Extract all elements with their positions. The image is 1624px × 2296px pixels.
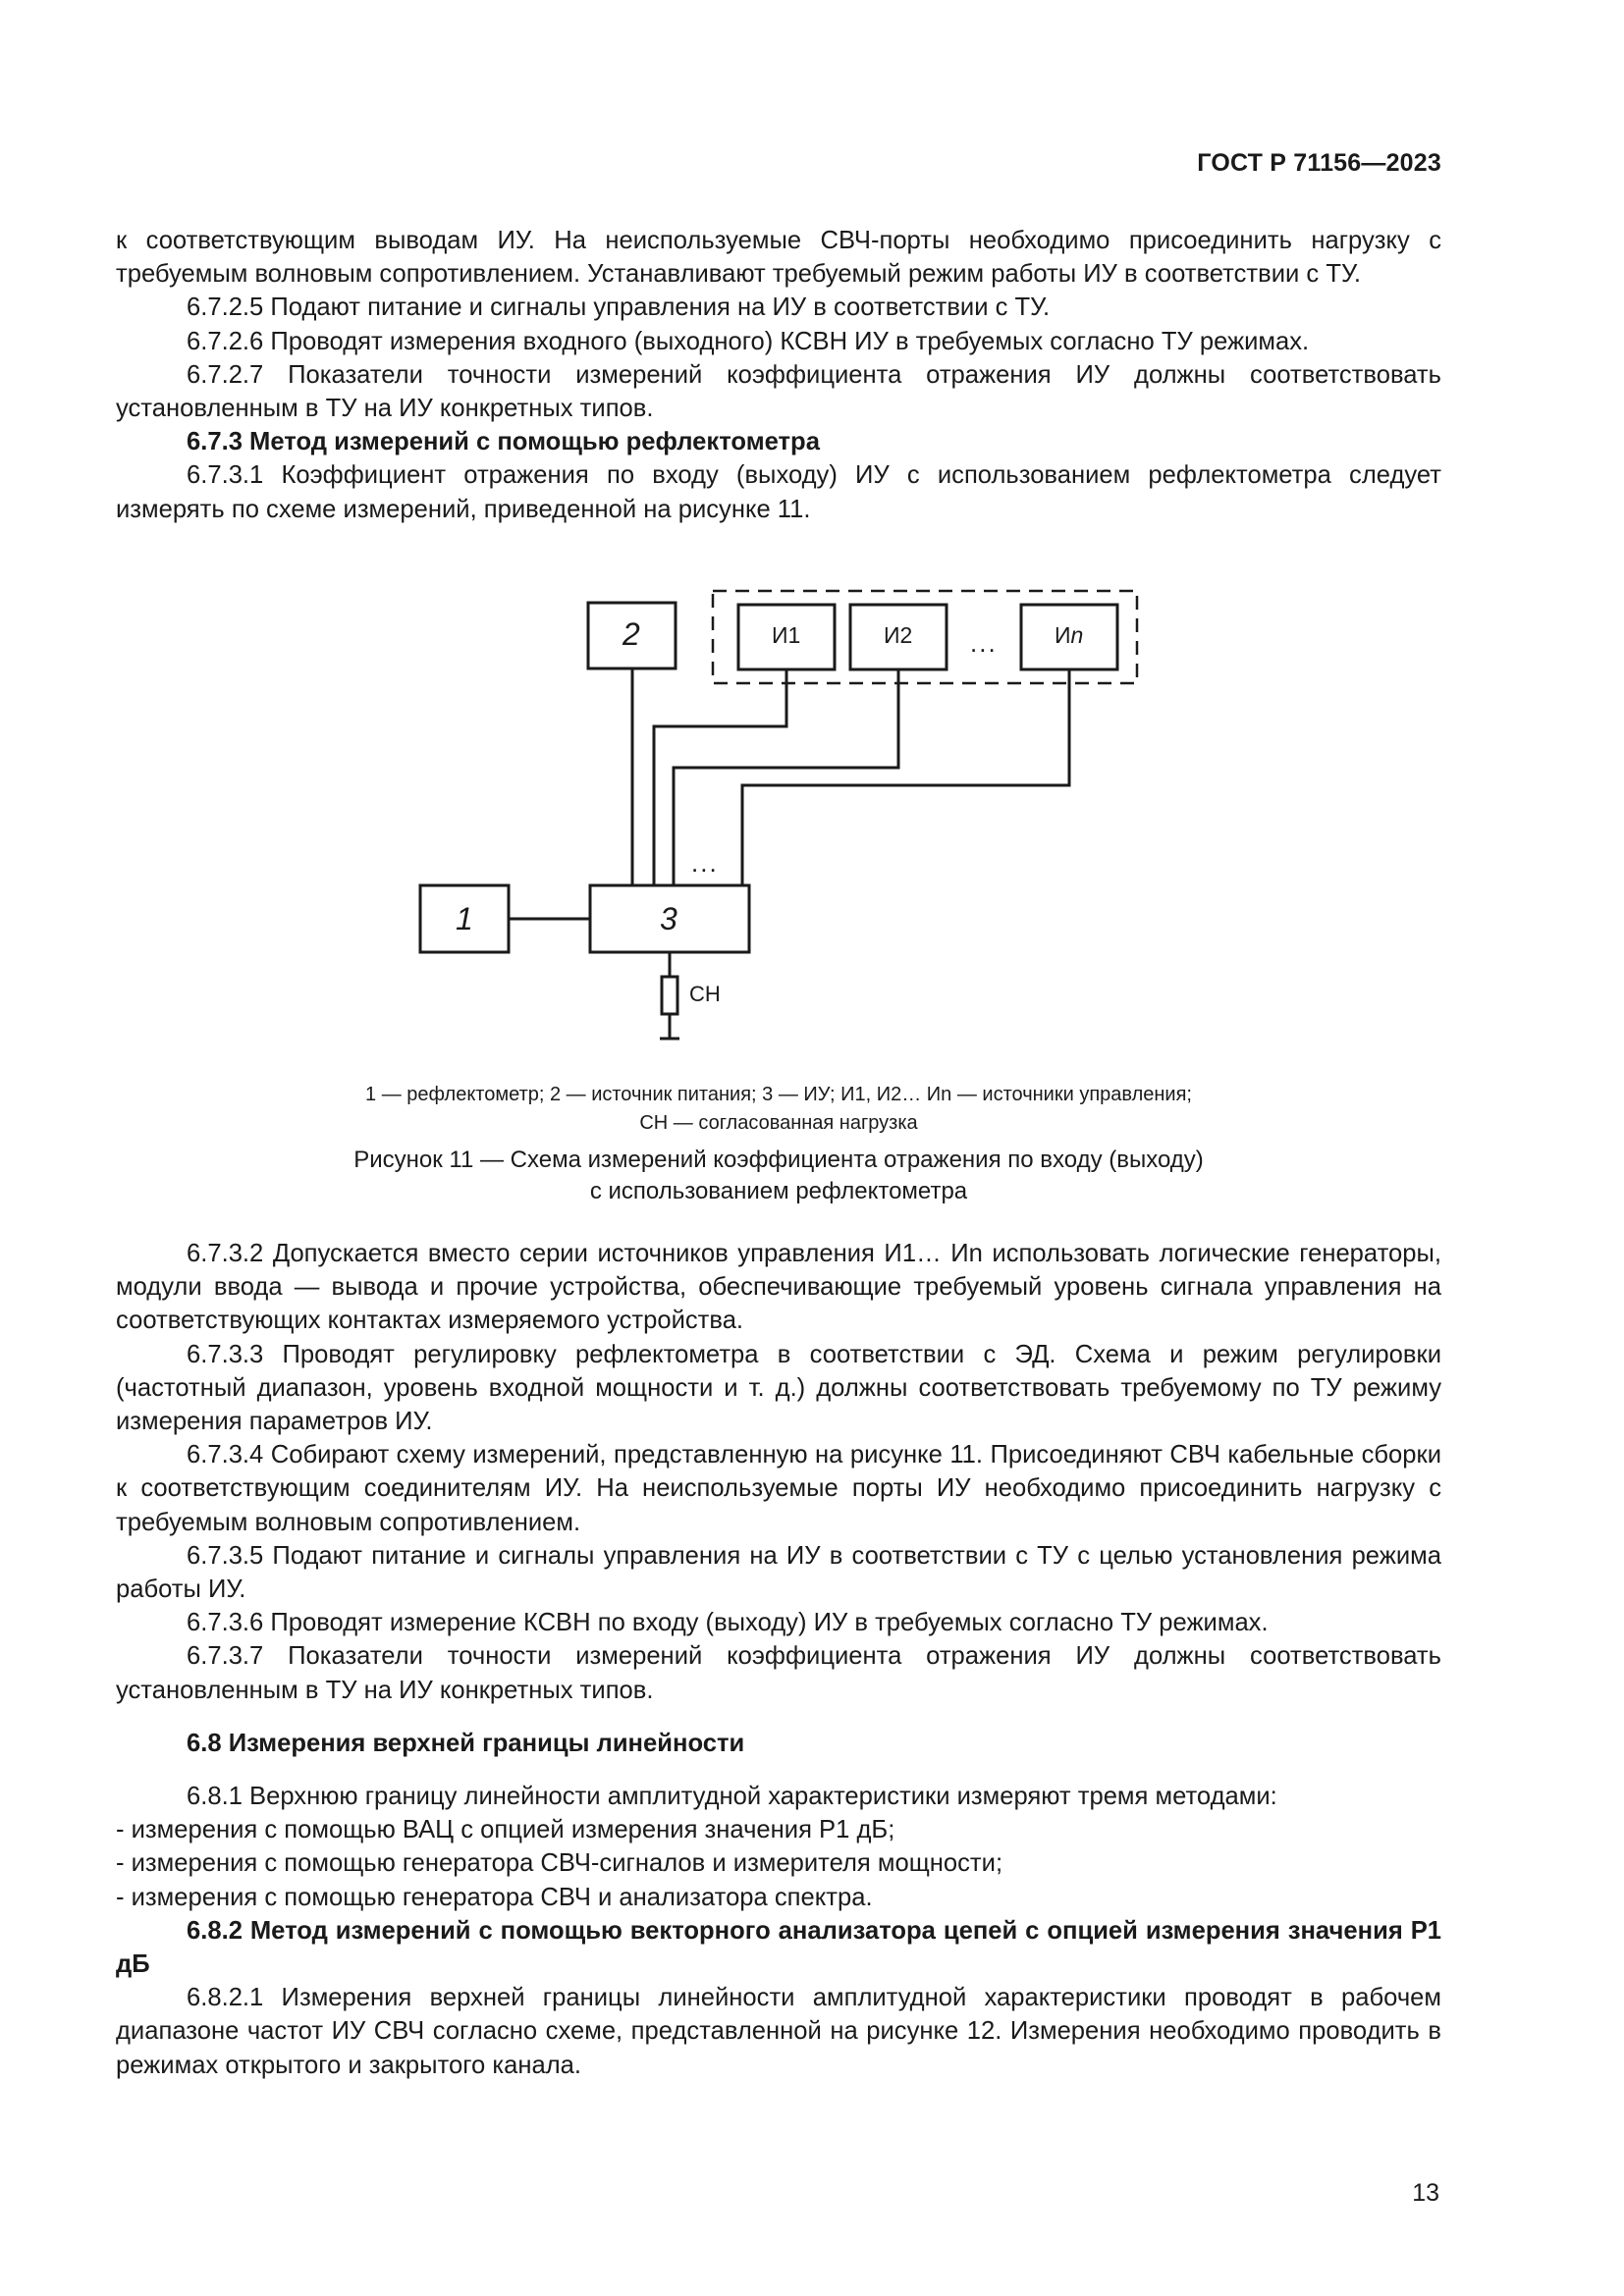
caption-line-2: с использованием рефлектометра bbox=[589, 1178, 968, 1204]
box-2-label: 2 bbox=[623, 616, 640, 652]
paragraph-6-7-3-3: 6.7.3.3 Проводят регулировку рефлектометра в соответствии с ЭД. Схема и режим регулировки (частотный диапазон, уровень входной мощности и т. д.) должны соответствовать требуемому по ТУ режиму измерения параметров ИУ. bbox=[116, 1340, 1441, 1436]
legend-line-2: СН — согласованная нагрузка bbox=[639, 1112, 918, 1134]
box-3-label: 3 bbox=[660, 901, 677, 936]
document-header: ГОСТ Р 71156—2023 bbox=[1197, 149, 1441, 177]
matched-load-resistor bbox=[662, 977, 677, 1014]
figure-caption bbox=[116, 1145, 1441, 1207]
figure-legend bbox=[116, 1081, 1441, 1138]
paragraph-6-7-3-6: 6.7.3.6 Проводят измерение КСВН по входу (выходу) ИУ в требуемых согласно ТУ режимах. bbox=[187, 1609, 1269, 1637]
ellipsis-bottom: ... bbox=[691, 848, 719, 878]
box-in-label bbox=[1055, 622, 1083, 649]
paragraph-6-8-2-1: 6.8.2.1 Измерения верхней границы линейности амплитудной характеристики проводят в рабочем диапазоне частот ИУ СВЧ согласно схеме, представленной на рисунке 12. Измерения необходимо проводить в режимах открытого и закрытого канала. bbox=[116, 1984, 1441, 2079]
paragraph-6-7-3-4: 6.7.3.4 Собирают схему измерений, представленную на рисунке 11. Присоединяют СВЧ кабельные сборки к соответствующим соединителям ИУ. На неиспользуемые порты ИУ необходимо присоединить нагрузку с требуемым волновым сопротивлением. bbox=[116, 1441, 1441, 1536]
paragraph-6-7-2-7: 6.7.2.7 Показатели точности измерений коэффициента отражения ИУ должны соответствовать установленным в ТУ на ИУ конкретных типов. bbox=[116, 360, 1441, 423]
box-i1-label: И1 bbox=[772, 622, 801, 648]
paragraph-6-7-2-5: 6.7.2.5 Подают питание и сигналы управления на ИУ в соответствии с ТУ. bbox=[187, 294, 1051, 322]
paragraph-6-7-3-5: 6.7.3.5 Подают питание и сигналы управления на ИУ в соответствии с ТУ с целью установления режима работы ИУ. bbox=[116, 1541, 1441, 1604]
paragraph-6-7-3-2: 6.7.3.2 Допускается вместо серии источников управления И1… Иn использовать логические генераторы, модули ввода — вывода и прочие устройства, обеспечивающие требуемый уровень сигнала управления на соответствующих контактах измеряемого устройства. bbox=[116, 1240, 1441, 1335]
box-in-suffix: n bbox=[1070, 622, 1084, 648]
paragraph-6-7-2-6: 6.7.2.6 Проводят измерения входного (выходного) КСВН ИУ в требуемых согласно ТУ режимах. bbox=[187, 327, 1310, 355]
paragraph-6-7-3-1: 6.7.3.1 Коэффициент отражения по входу (выходу) ИУ с использованием рефлектометра следует измерять по схеме измерений, приведенной на рисунке 11. bbox=[116, 461, 1441, 523]
list-item-3: - измерения с помощью генератора СВЧ и анализатора спектра. bbox=[116, 1883, 873, 1911]
box-i2-label: И2 bbox=[884, 622, 913, 648]
bottom-text-block bbox=[116, 1237, 1441, 2082]
page-number: 13 bbox=[1412, 2179, 1439, 2207]
heading-6-8: 6.8 Измерения верхней границы линейности bbox=[187, 1729, 745, 1757]
load-label: СН bbox=[689, 982, 721, 1006]
paragraph-continuation: к соответствующим выводам ИУ. На неиспользуемые СВЧ-порты необходимо присоединить нагрузку с требуемым волновым сопротивлением. Устанавливают требуемый режим работы ИУ в соответствии с ТУ. bbox=[116, 227, 1441, 289]
list-item-1: - измерения с помощью ВАЦ с опцией измерения значения P1 дБ; bbox=[116, 1816, 895, 1844]
heading-6-8-2: 6.8.2 Метод измерений с помощью векторного анализатора цепей с опцией измерения значения P1 дБ bbox=[116, 1916, 1441, 1979]
ellipsis-top: ... bbox=[970, 628, 998, 658]
list-item-2: - измерения с помощью генератора СВЧ-сигналов и измерителя мощности; bbox=[116, 1849, 1003, 1878]
legend-line-1: 1 — рефлектометр; 2 — источник питания; 3 — ИУ; И1, И2… Иn — источники управления; bbox=[365, 1084, 1192, 1105]
box-in-prefix: И bbox=[1055, 622, 1071, 648]
heading-6-7-3: 6.7.3 Метод измерений с помощью рефлектометра bbox=[187, 428, 820, 456]
paragraph-6-8-1: 6.8.1 Верхнюю границу линейности амплитудной характеристики измеряют тремя методами: bbox=[187, 1783, 1277, 1811]
paragraph-6-7-3-7: 6.7.3.7 Показатели точности измерений коэффициента отражения ИУ должны соответствовать установленным в ТУ на ИУ конкретных типов. bbox=[116, 1642, 1441, 1704]
caption-line-1: Рисунок 11 — Схема измерений коэффициента отражения по входу (выходу) bbox=[353, 1147, 1204, 1173]
box-1-label: 1 bbox=[456, 901, 473, 936]
top-text-block bbox=[116, 224, 1441, 526]
